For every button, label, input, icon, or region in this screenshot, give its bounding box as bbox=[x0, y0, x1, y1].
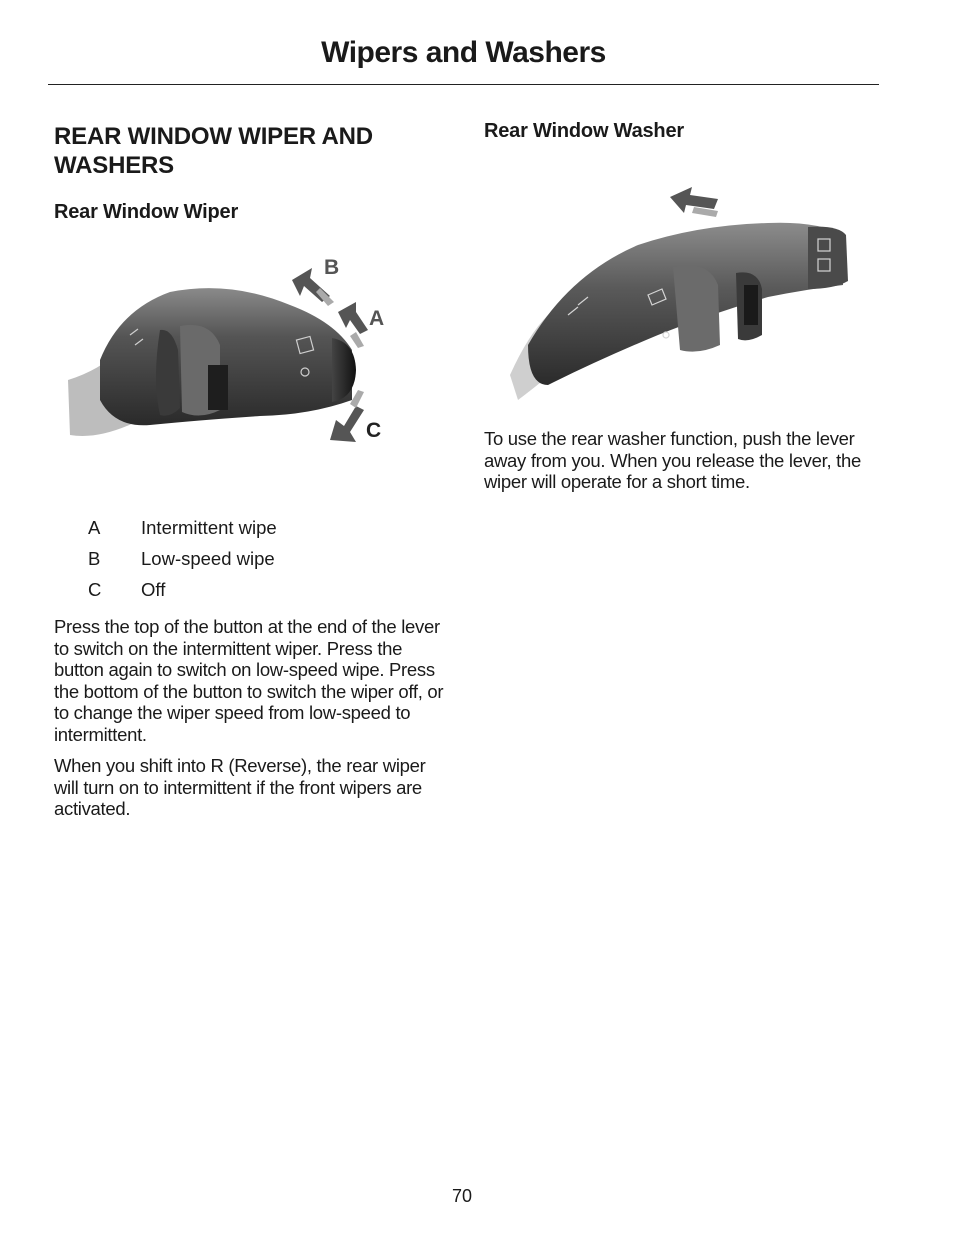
callout-list bbox=[88, 512, 448, 605]
callout-row bbox=[88, 574, 448, 605]
figure-label-c: C bbox=[366, 419, 382, 442]
figure-label-b: B bbox=[324, 256, 340, 279]
right-body bbox=[484, 428, 876, 493]
wiper-paragraph-2: When you shift into R (Reverse), the rear wiper will turn on to intermittent if the front wipers are activated. bbox=[54, 755, 426, 819]
right-column bbox=[484, 120, 879, 143]
page-number: 70 bbox=[451, 1186, 473, 1206]
left-body bbox=[54, 616, 446, 820]
page-title: Wipers and Washers bbox=[321, 36, 606, 69]
rear-washer-heading: Rear Window Washer bbox=[484, 120, 684, 142]
callout-key: B bbox=[88, 547, 101, 569]
callout-text: Intermittent wipe bbox=[141, 516, 277, 538]
callout-key: A bbox=[88, 516, 101, 538]
rear-wiper-heading: Rear Window Wiper bbox=[54, 201, 239, 223]
callout-text: Low-speed wipe bbox=[141, 547, 275, 569]
section-heading: REAR WINDOW WIPER AND WASHERS bbox=[54, 123, 373, 179]
wiper-paragraph-1: Press the top of the button at the end of the lever to switch on the intermittent wiper. Press the button again to switch on low-speed wipe. Press the bottom of the button to switch the wiper off, or to change the wiper speed from low-speed to intermittent. bbox=[54, 616, 444, 745]
left-column bbox=[54, 122, 449, 224]
washer-paragraph: To use the rear washer function, push the lever away from you. When you release the lever, the wiper will operate for a short time. bbox=[484, 428, 861, 492]
rear-wiper-lever-illustration bbox=[60, 250, 400, 450]
callout-row bbox=[88, 512, 448, 543]
callout-text: Off bbox=[141, 578, 166, 600]
figure-label-a: A bbox=[369, 307, 385, 330]
title-divider bbox=[48, 84, 879, 85]
rear-washer-lever-illustration bbox=[508, 185, 853, 405]
callout-row bbox=[88, 543, 448, 574]
callout-key: C bbox=[88, 578, 102, 600]
